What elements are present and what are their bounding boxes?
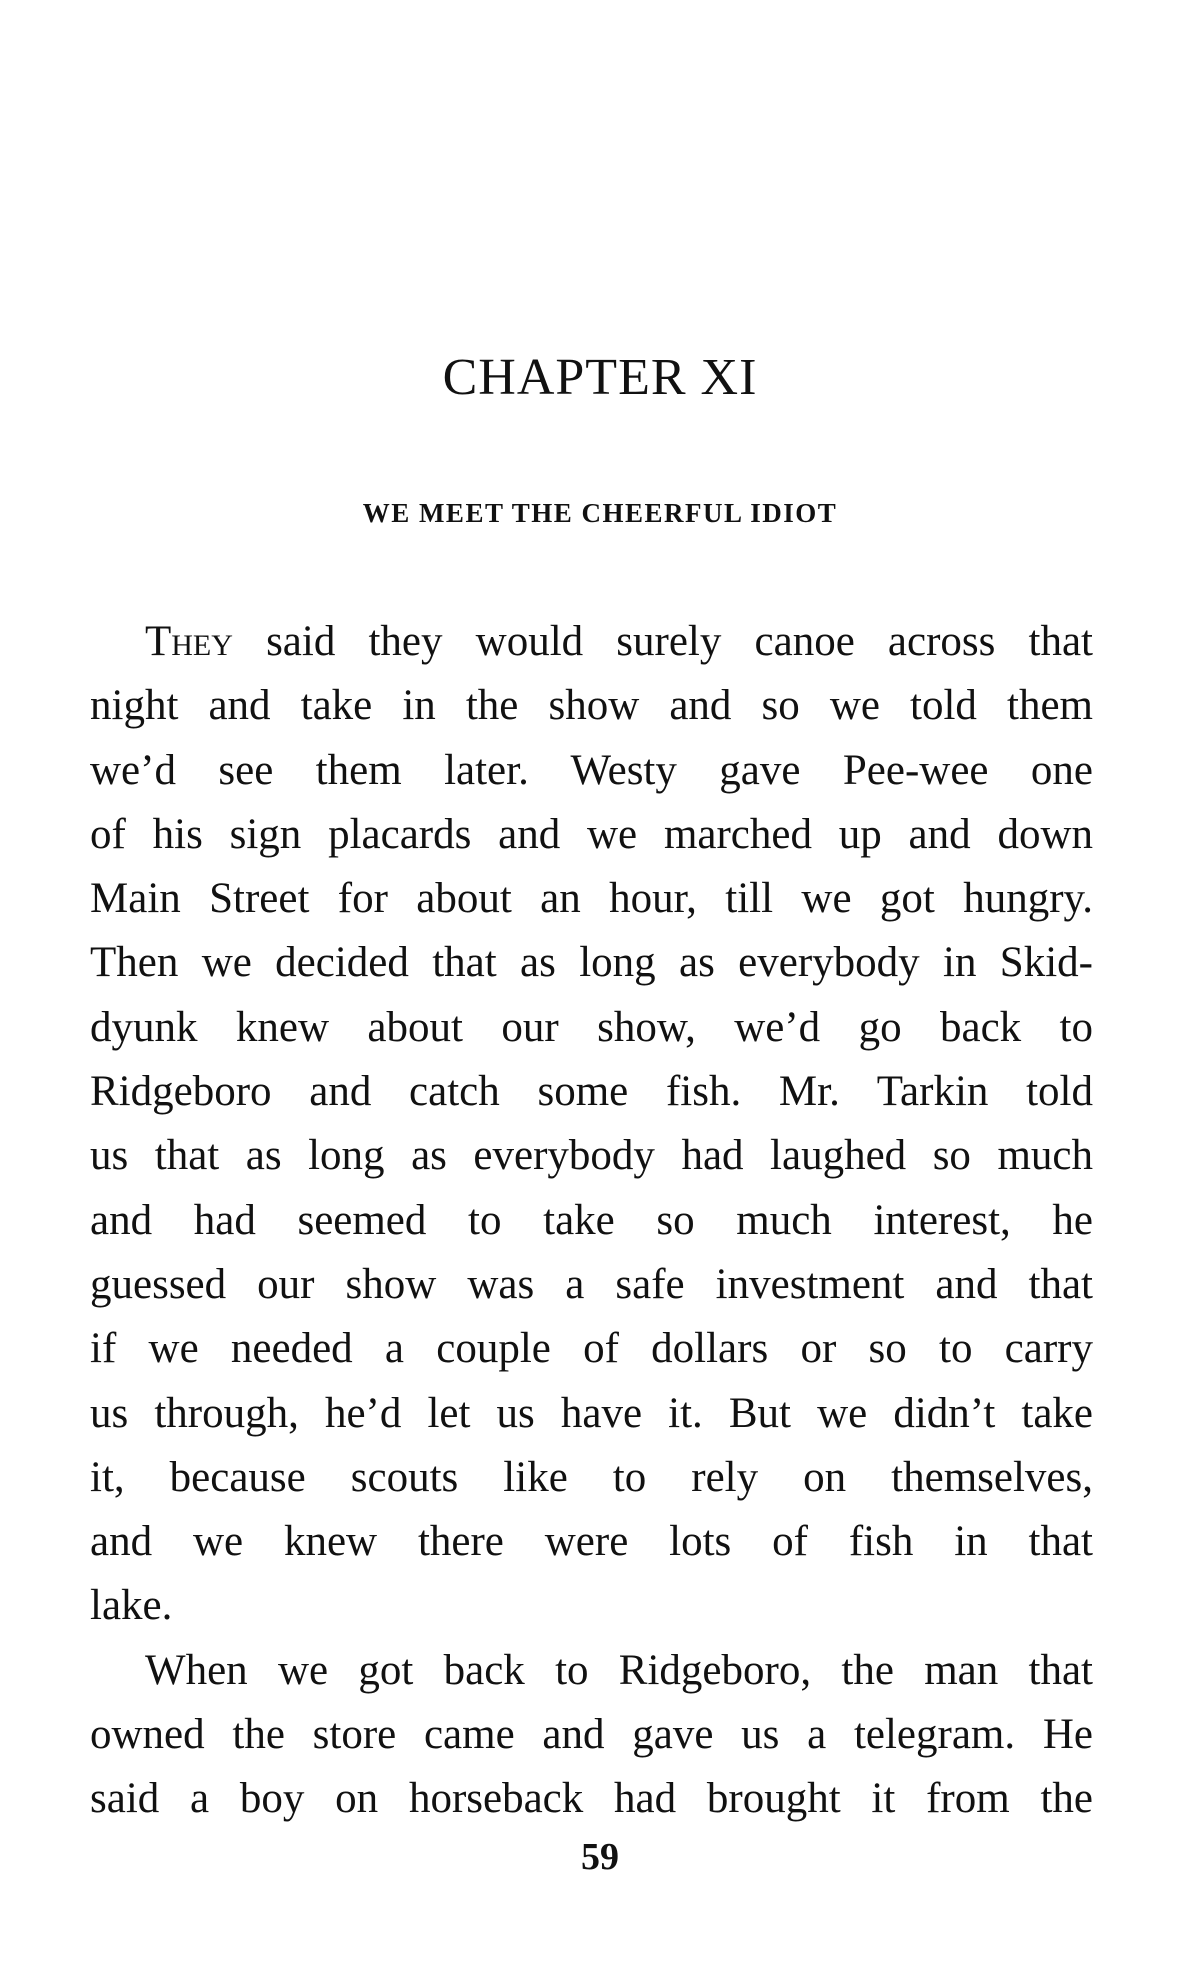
text-line: Ridgeboro and catch some fish. Mr. Tarkin told: [90, 1068, 1093, 1116]
text-line: we’d see them later. Westy gave Pee-wee one: [90, 746, 1093, 794]
page-number: 59: [581, 1836, 619, 1878]
text-line: dyunk knew about our show, we’d go back to: [90, 1003, 1093, 1051]
text-line: When we got back to Ridgeboro, the man that: [145, 1646, 1093, 1694]
chapter-heading: CHAPTER XI: [442, 349, 758, 406]
text-line: Main Street for about an hour, till we got hungry.: [90, 875, 1093, 923]
text-line: Then we decided that as long as everybody in Skid-: [90, 939, 1093, 987]
text-line: us through, he’d let us have it. But we didn’t take: [90, 1389, 1093, 1437]
text-line: lake.: [90, 1582, 173, 1630]
text-line: guessed our show was a safe investment and that: [90, 1260, 1093, 1308]
lead-word: They: [145, 618, 233, 665]
text-line: and we knew there were lots of fish in that: [90, 1518, 1093, 1566]
text-line: it, because scouts like to rely on themselves,: [90, 1453, 1093, 1501]
text-line: said a boy on horseback had brought it from the: [90, 1775, 1093, 1823]
paragraph-2: [90, 1639, 1093, 1832]
text-line: if we needed a couple of dollars or so to carry: [90, 1325, 1093, 1373]
body-text: [90, 610, 1093, 1832]
text-line: of his sign placards and we marched up and down: [90, 810, 1093, 858]
paragraph-1: [90, 610, 1093, 1639]
text-line: us that as long as everybody had laughed so much: [90, 1132, 1093, 1180]
text-line: They said they would surely canoe across that: [145, 618, 1093, 665]
text-line: owned the store came and gave us a telegram. He: [90, 1711, 1093, 1759]
text-line: and had seemed to take so much interest, he: [90, 1196, 1093, 1244]
chapter-title: WE MEET THE CHEERFUL IDIOT: [362, 498, 838, 528]
text-line: night and take in the show and so we told them: [90, 682, 1093, 730]
